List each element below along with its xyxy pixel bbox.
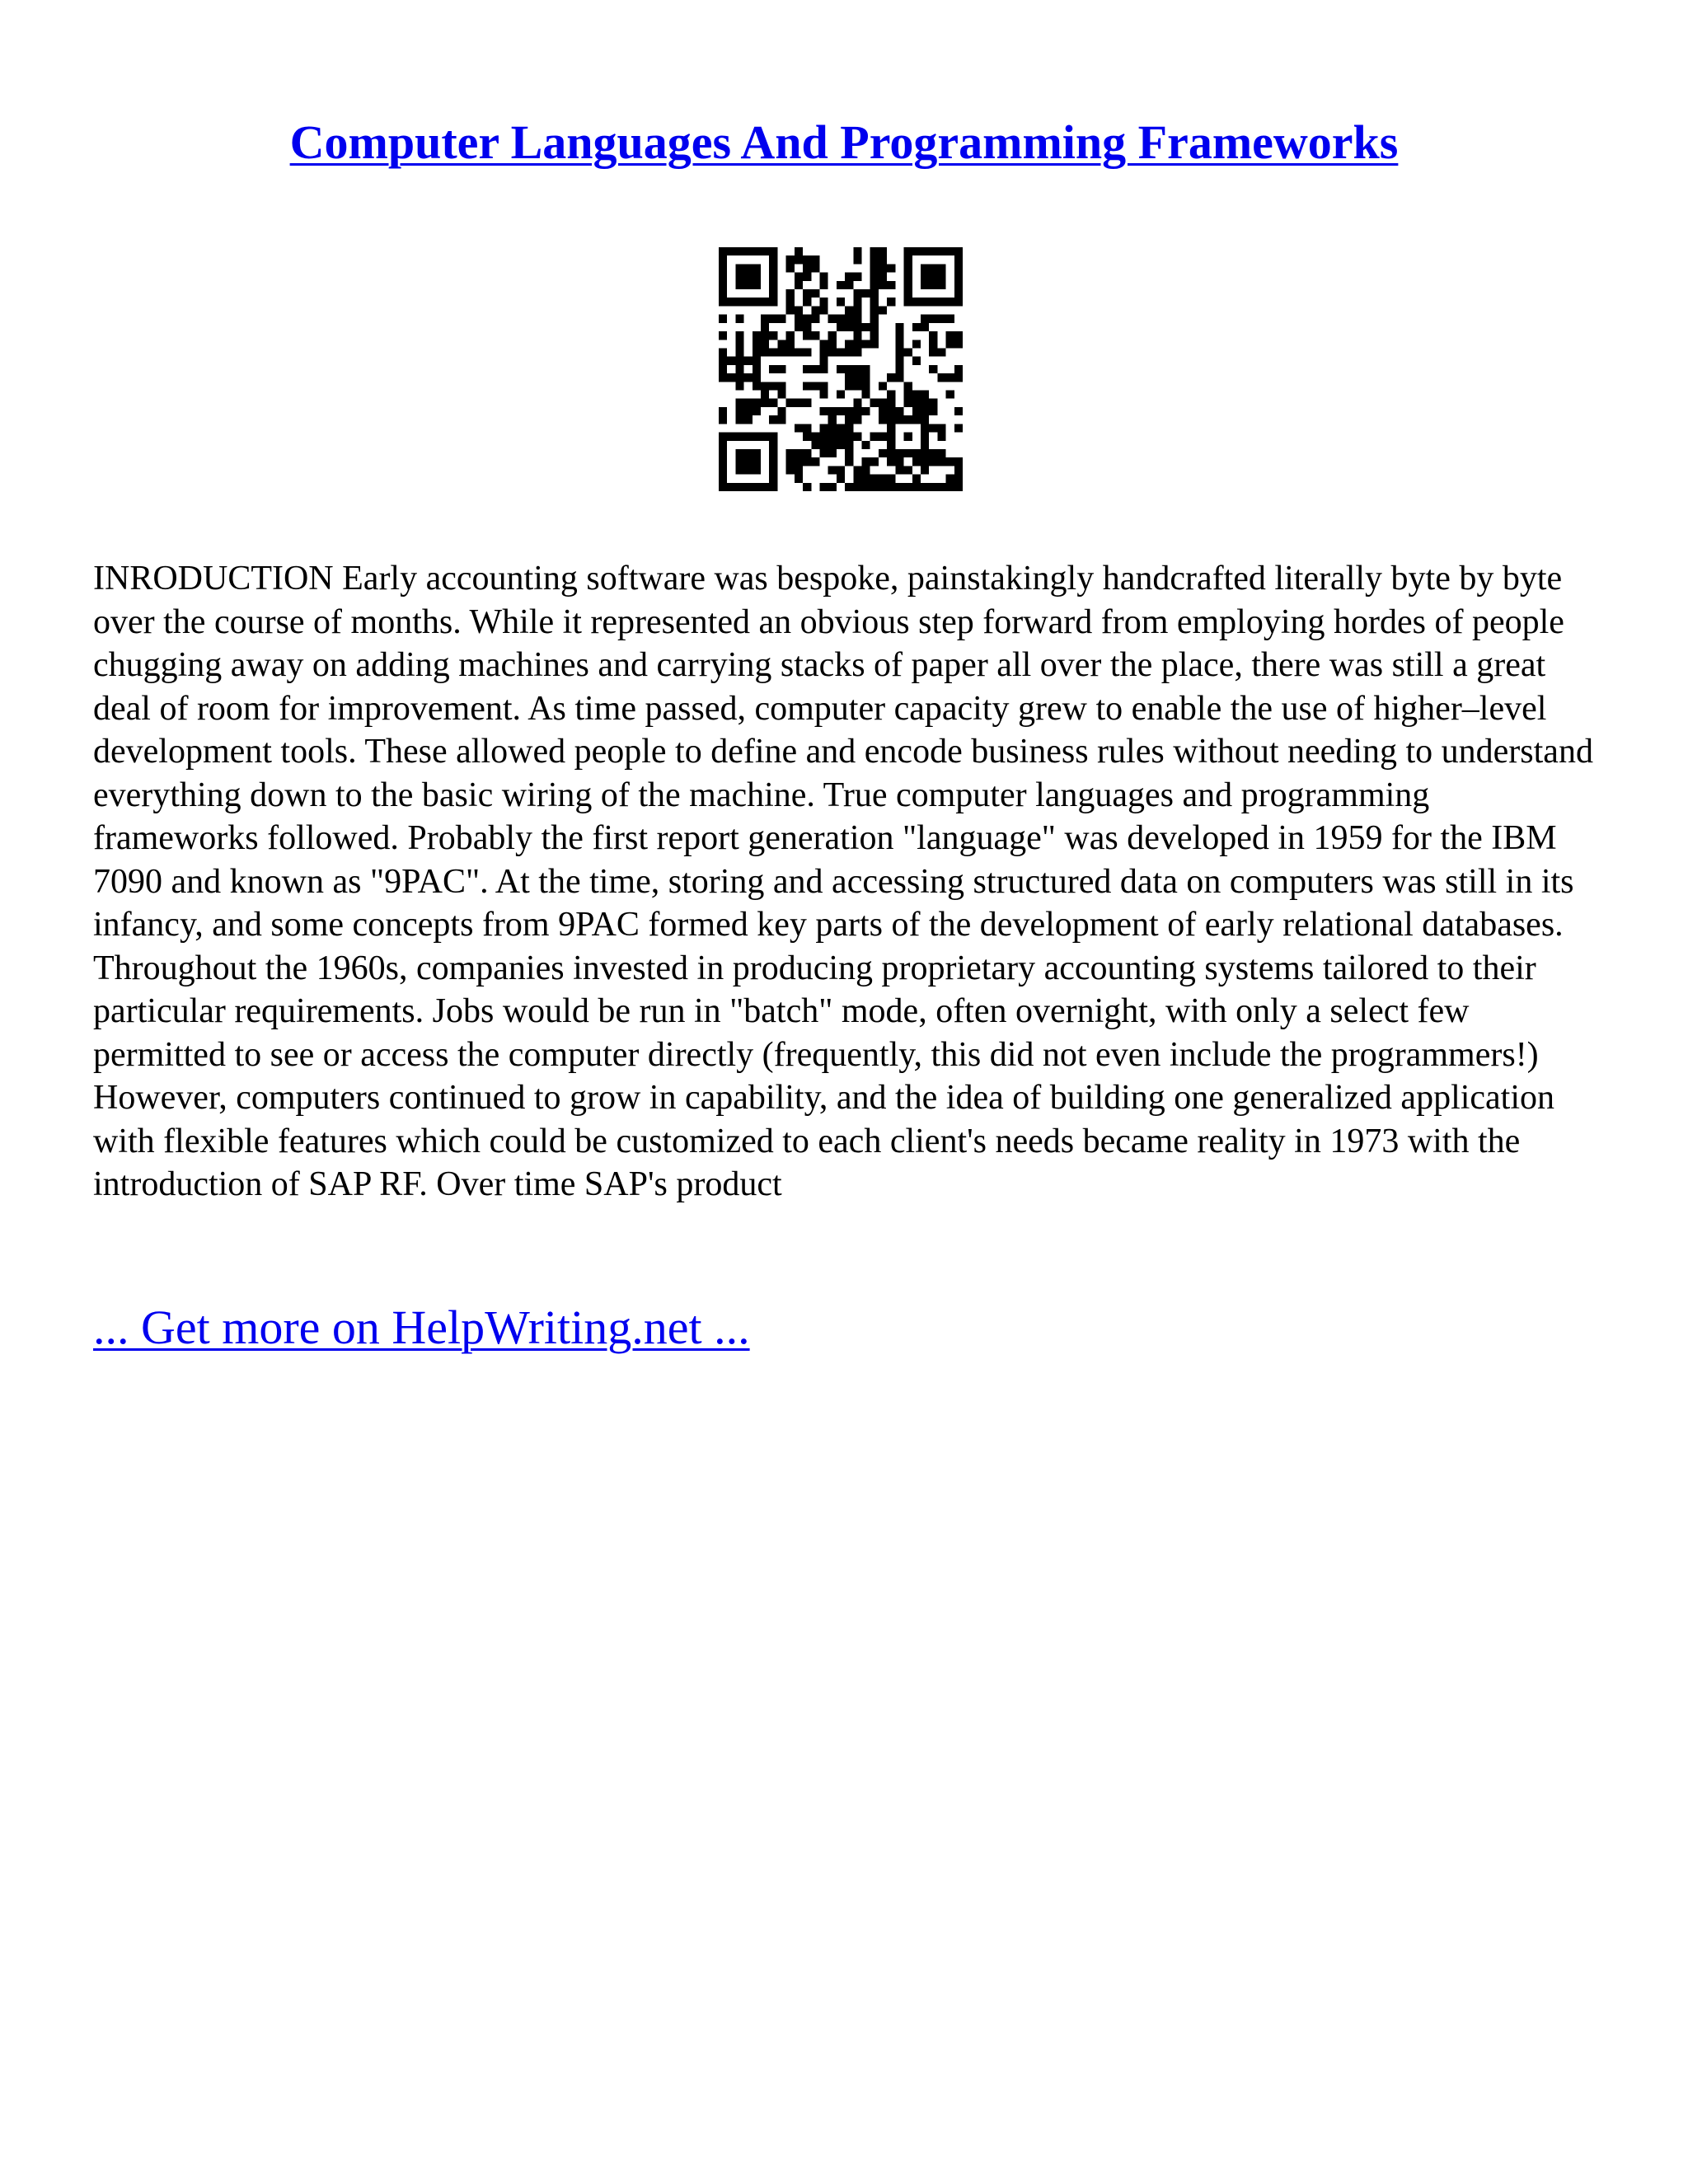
- get-more-link[interactable]: ... Get more on HelpWriting.net ...: [93, 1301, 750, 1354]
- title-link[interactable]: Computer Languages And Programming Frameworks: [289, 115, 1399, 169]
- page-title: [0, 114, 1688, 171]
- article-body: INRODUCTION Early accounting software was bespoke, painstakingly handcrafted literally byte by byte over the course of months. While it represented an obvious step forward from employing hordes of people chugging away on adding machines and carrying stacks of paper all over the place, there was still a great deal of room for improvement. As time passed, computer capacity grew to enable the use of higher–level development tools. These allowed people to define and encode business rules without needing to understand everything down to the basic wiring of the machine. True computer languages and programming frameworks followed. Probably the first report generation "language" was developed in 1959 for the IBM 7090 and known as "9PAC". At the time, storing and accessing structured data on computers was still in its infancy, and some concepts from 9PAC formed key parts of the development of early relational databases. Throughout the 1960s, companies invested in producing proprietary accounting systems tailored to their particular requirements. Jobs would be run in "batch" mode, often overnight, with only a select few permitted to see or access the computer directly (frequently, this did not even include the programmers!) However, computers continued to grow in capability, and the idea of building one generalized application with flexible features which could be customized to each client's needs became reality in 1973 with the introduction of SAP RF. Over time SAP's product: [93, 560, 1593, 1203]
- qr-code-graphic: [719, 247, 963, 491]
- more-link-container: [93, 1299, 750, 1357]
- qr-code-icon: [719, 247, 963, 491]
